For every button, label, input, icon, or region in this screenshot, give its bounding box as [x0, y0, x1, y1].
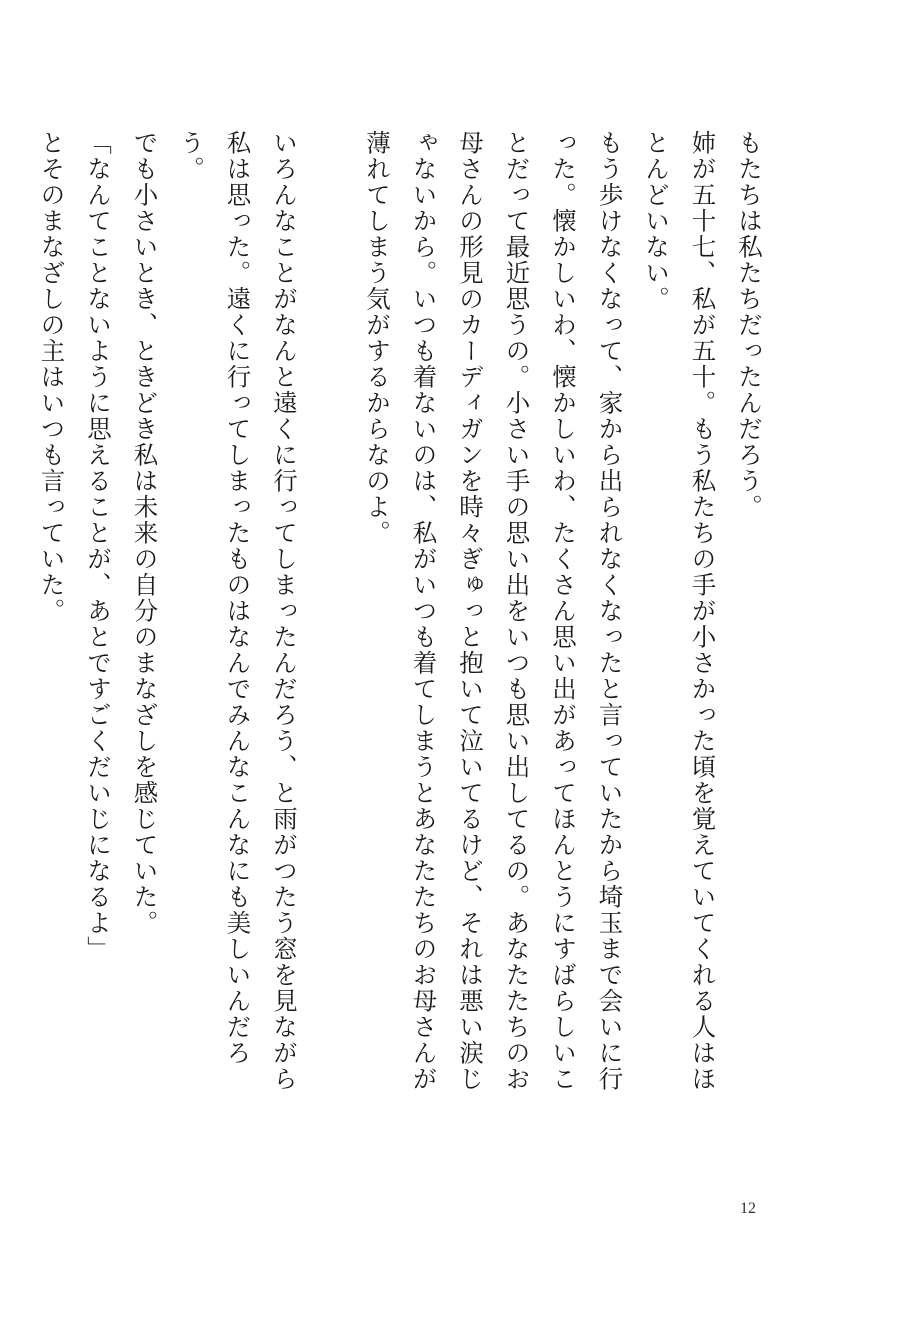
paragraph-sisters-age: 姉が五十七、私が五十。もう私たちの手が小さかった頃を覚えていてくれる人はほとんどいない。: [642, 130, 718, 1092]
paragraph-gaze-owner: とそのまなざしの主はいつも言っていた。: [37, 130, 67, 624]
page-number: 12: [740, 1200, 756, 1217]
vertical-text-body: [28, 130, 772, 1110]
paragraph-quote: 「なんてことないように思えることが、あとですごくだいじになるよ」: [84, 130, 113, 962]
section-break: [307, 130, 354, 131]
paragraph-visit-saitama: もう歩けなくなって、家から出られなくなったと言っていたから埼玉まで会いに行った。懐かしいわ、懐かしいわ、たくさん思い出があってほんとうにすばらしいことだって最近思うの。小さい手の思い出をいつも思い出してるの。あなたたちのお母さんの形見のカーディガンを時々ぎゅっと抱いて泣いてるけど、それは悪い涙じゃないから。いつも着ないのは、私がいつも着てしまうとあなたたちのお母さんが薄れてしまう気がするからなのよ。: [363, 130, 625, 1092]
paragraph-rain-window: いろんなことがなんと遠くに行ってしまったんだろう、と雨がつたう窓を見ながら私は思った。遠くに行ってしまったものはなんでみんなこんなにも美しいんだろう。: [177, 130, 299, 1092]
paragraph-future-gaze: でも小さいとき、ときどき私は未来の自分のまなざしを感じていた。: [130, 130, 160, 936]
paragraph-continuation: もたちは私たちだったんだろう。: [735, 130, 764, 520]
